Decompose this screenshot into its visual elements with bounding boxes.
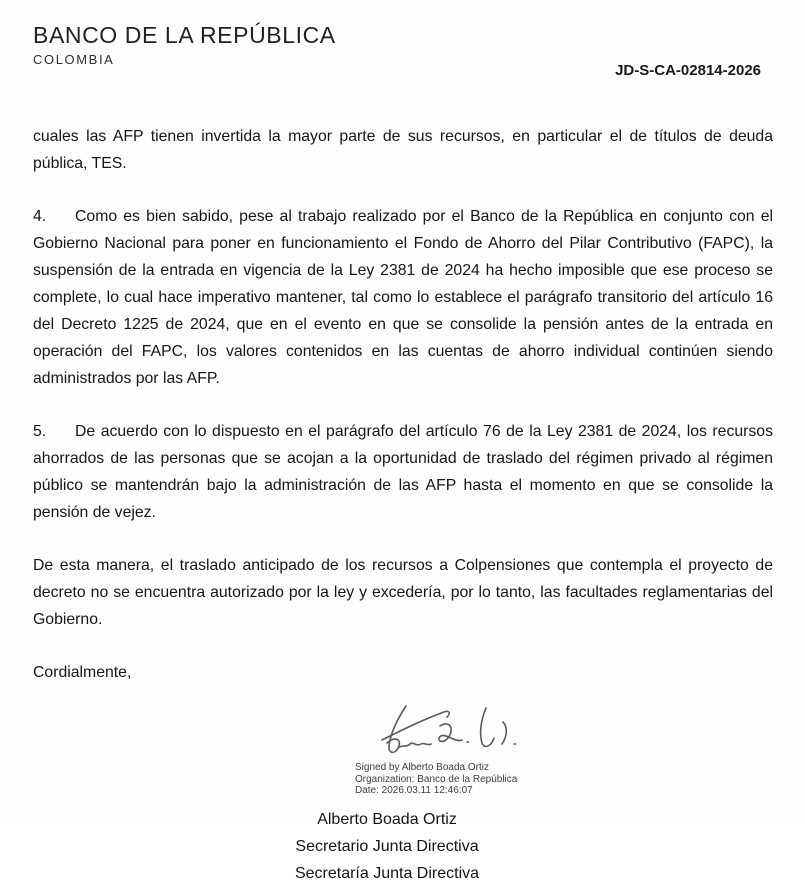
paragraph-text: De acuerdo con lo dispuesto en el parágrafo del artículo 76 de la Ley 2381 de 2024, los recursos ahorrados de las personas que se acojan a la oportunidad de traslado del régimen privado al régimen público se mantendrán bajo la administración de las AFP hasta el momento en que se consolide la pensión de vejez. (33, 423, 773, 521)
paragraph-conclusion (33, 552, 773, 633)
stamp-date: Date: 2026.03.11 12:46:07 (355, 785, 473, 796)
paragraph-text: De esta manera, el traslado anticipado de los recursos a Colpensiones que contempla el proyecto de decreto no se encuentra autorizado por la ley y excedería, por lo tanto, las facultades reglamentarias del Gobierno. (33, 557, 773, 628)
reference-number: JD-S-CA-02814-2026 (615, 62, 761, 79)
signatory-department: Secretaría Junta Directiva (294, 865, 480, 882)
bank-name: BANCO DE LA REPÚBLICA (33, 22, 336, 48)
paragraph-5 (33, 418, 773, 526)
signatory-title: Secretario Junta Directiva (295, 838, 479, 855)
paragraph-number: 4. (33, 208, 47, 225)
signatory-name: Alberto Boada Ortiz (317, 811, 457, 828)
signature-block (33, 686, 773, 886)
paragraph-text: cuales las AFP tienen invertida la mayor parte de sus recursos, en particular el de títulos de deuda pública, TES. (33, 128, 773, 172)
closing-salutation: Cordialmente, (33, 664, 132, 681)
paragraph-number: 5. (33, 423, 47, 440)
paragraph-4 (33, 203, 773, 392)
letter-body (33, 123, 773, 686)
stamp-organization: Organization: Banco de la República (355, 773, 518, 785)
signatory-identity (17, 806, 757, 887)
paragraph-continuation (33, 123, 773, 177)
bank-country: COLOMBIA (33, 52, 115, 67)
paragraph-text: Como es bien sabido, pese al trabajo realizado por el Banco de la República en conjunto con el Gobierno Nacional para poner en funcionamiento el Fondo de Ahorro del Pilar Contributivo (FAPC), la suspensión de la entrada en vigencia de la Ley 2381 de 2024 ha hecho imposible que ese proceso se complete, lo cual hace imperativo mantener, tal como lo establece el parágrafo transitorio del artículo 16 del Decreto 1225 de 2024, que en el evento en que se consolide la pensión antes de la entrada en operación del FAPC, los valores contenidos en las cuentas de ahorro individual continúen siendo administrados por las AFP. (33, 208, 773, 387)
stamp-signed-by: Signed by Alberto Boada Ortiz (355, 762, 489, 773)
digital-signature-stamp (355, 762, 517, 797)
signature-scrawl-icon (370, 700, 530, 764)
letterhead (33, 22, 773, 123)
